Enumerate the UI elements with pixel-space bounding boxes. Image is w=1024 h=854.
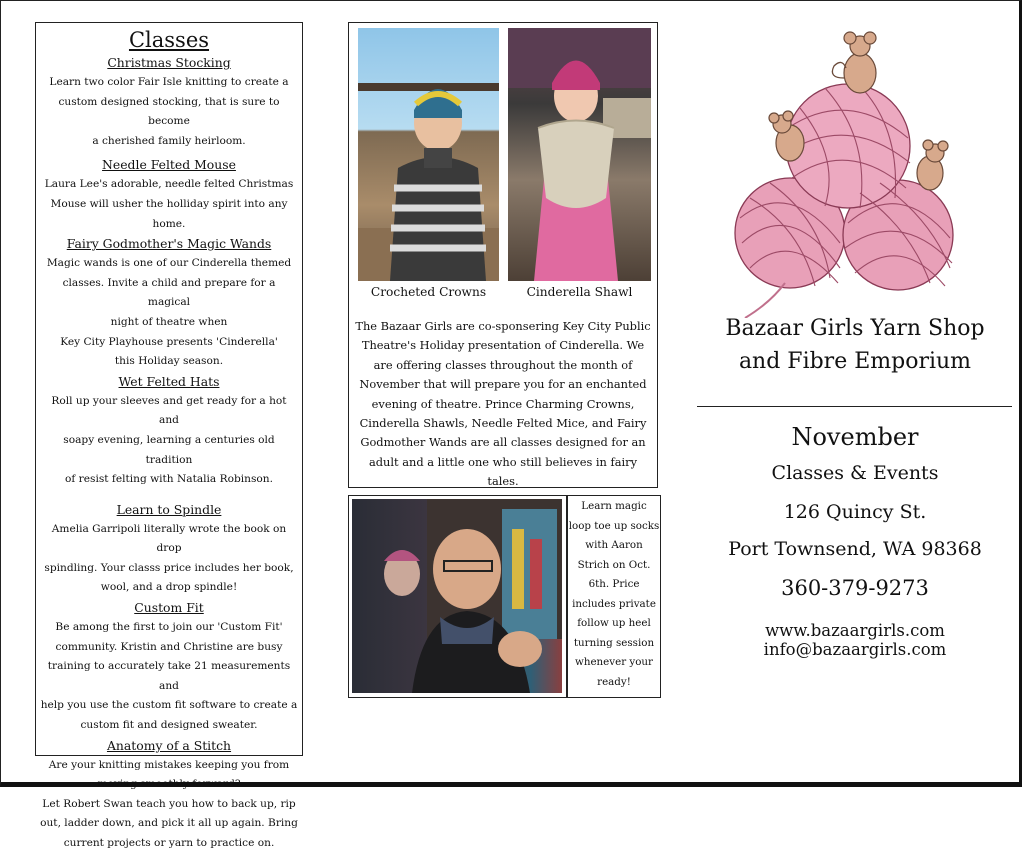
- street-address: 126 Quincy St.: [783, 501, 927, 523]
- note-line: with Aaron: [585, 539, 643, 551]
- class-desc-line: Magic wands is one of our Cinderella themed: [46, 257, 292, 270]
- class-wet-felted-hats: [40, 372, 298, 490]
- class-needle-felted-mouse: [40, 155, 298, 234]
- class-desc-line: Mouse will usher the holliday spirit into any: [50, 197, 288, 210]
- description-line: November that will prepare you for an enchanted: [359, 377, 647, 392]
- cinderella-shawl-photo: [508, 28, 651, 281]
- phone-number: 360-379-9273: [781, 576, 929, 600]
- description-line: are offering classes throughout the month of: [373, 357, 633, 372]
- class-desc-line: moving smoothly forward?: [97, 778, 241, 791]
- description-line: Theatre's Holiday presentation of Cinderella. We: [361, 338, 645, 353]
- class-desc-line: community. Kristin and Christine are busy: [55, 640, 283, 653]
- note-line: includes private: [572, 597, 656, 610]
- city-address: Port Townsend, WA 98368: [728, 538, 982, 560]
- class-custom-fit: [40, 598, 298, 736]
- class-desc-line: custom designed stocking, that is sure to become: [58, 95, 280, 128]
- class-christmas-stocking: [40, 53, 298, 151]
- class-desc-line: a cherished family heirloom.: [92, 134, 246, 147]
- class-desc-line: Let Robert Swan teach you how to back up, rip: [42, 797, 296, 810]
- class-fairy-godmother-wands: [40, 234, 298, 372]
- class-name: Anatomy of a Stitch: [106, 737, 232, 753]
- class-desc-line: Are your knitting mistakes keeping you from: [48, 758, 290, 771]
- crocheted-crowns-caption: Crocheted Crowns: [370, 285, 487, 299]
- description-line: Cinderella Shawls, Needle Felted Mice, and Fairy: [359, 416, 647, 431]
- shop-name-line-2: and Fibre Emporium: [738, 349, 972, 374]
- class-desc-line: wool, and a drop spindle!: [100, 581, 238, 594]
- shop-name: [700, 312, 1010, 378]
- description-line: The Bazaar Girls are co-sponsering Key City Public: [355, 319, 651, 333]
- month-heading: November: [791, 423, 919, 451]
- cinderella-panel: [348, 22, 658, 488]
- cinderella-shawl-caption: Cinderella Shawl: [526, 285, 633, 299]
- note-line: Learn magic: [581, 500, 647, 512]
- class-desc-line: out, ladder down, and pick it all up again. Bring: [40, 817, 298, 830]
- description-line: evening of theatre. Prince Charming Crowns,: [371, 396, 635, 411]
- class-desc-line: soapy evening, learning a centuries old tradition: [63, 433, 275, 466]
- class-name: Custom Fit: [134, 600, 204, 616]
- classes-panel: [35, 22, 303, 849]
- cinderella-description: [353, 317, 653, 492]
- website-link[interactable]: www.bazaargirls.com: [765, 621, 945, 640]
- class-desc-line: Amelia Garripoli literally wrote the book on drop: [51, 522, 287, 555]
- class-desc-line: home.: [152, 217, 186, 230]
- yarn-mice-logo: [730, 28, 960, 318]
- class-name: Learn to Spindle: [116, 501, 222, 517]
- note-line: whenever your: [575, 656, 653, 668]
- aaron-photo: [352, 499, 562, 693]
- class-desc-line: help you use the custom fit software to create a: [40, 699, 298, 712]
- note-line: 6th. Price: [588, 578, 640, 590]
- class-name: Christmas Stocking: [107, 55, 231, 70]
- note-line: loop toe up socks: [568, 519, 660, 532]
- class-desc-line: this Holiday season.: [114, 355, 224, 368]
- description-line: adult and a little one who still believes in fairy tales.: [368, 454, 638, 489]
- note-line: ready!: [597, 675, 631, 688]
- class-desc-line: spindling. Your classs price includes her book,: [44, 561, 294, 574]
- aaron-class-note: [567, 495, 661, 698]
- class-desc-line: classes. Invite a child and prepare for a magical: [62, 276, 276, 309]
- class-desc-line: current projects or yarn to practice on.: [63, 837, 275, 849]
- shop-name-line-1: Bazaar Girls Yarn Shop: [725, 316, 985, 341]
- note-line: turning session: [573, 636, 655, 649]
- note-line: Strich on Oct.: [577, 558, 651, 571]
- class-anatomy-of-a-stitch: [40, 736, 298, 854]
- contact-links: [700, 621, 1010, 659]
- class-name: Fairy Godmother's Magic Wands: [66, 236, 272, 252]
- class-desc-line: custom fit and designed sweater.: [80, 719, 258, 732]
- class-desc-line: of resist felting with Natalia Robinson.: [65, 473, 273, 486]
- note-line: follow up heel: [577, 617, 651, 629]
- email-link[interactable]: info@bazaargirls.com: [763, 640, 947, 659]
- class-desc-line: Key City Playhouse presents 'Cinderella': [60, 335, 278, 348]
- class-desc-line: Learn two color Fair Isle knitting to create a: [49, 76, 289, 88]
- classes-events-subhead: Classes & Events: [771, 462, 939, 484]
- class-learn-to-spindle: [40, 500, 298, 598]
- class-desc-line: Roll up your sleeves and get ready for a hot and: [51, 394, 287, 427]
- description-line: Godmother Wands are all classes designed for an: [360, 435, 646, 450]
- class-desc-line: Laura Lee's adorable, needle felted Christmas: [44, 178, 294, 191]
- crocheted-crowns-photo: [358, 28, 499, 281]
- class-desc-line: night of theatre when: [110, 315, 228, 328]
- aaron-photo-frame: [348, 495, 567, 698]
- classes-title: Classes: [128, 28, 210, 52]
- class-desc-line: Be among the first to join our 'Custom Fit': [55, 621, 283, 634]
- divider: [697, 406, 1012, 407]
- class-name: Wet Felted Hats: [118, 373, 220, 389]
- class-desc-line: training to accurately take 21 measurements and: [47, 660, 291, 692]
- class-name: Needle Felted Mouse: [102, 157, 236, 173]
